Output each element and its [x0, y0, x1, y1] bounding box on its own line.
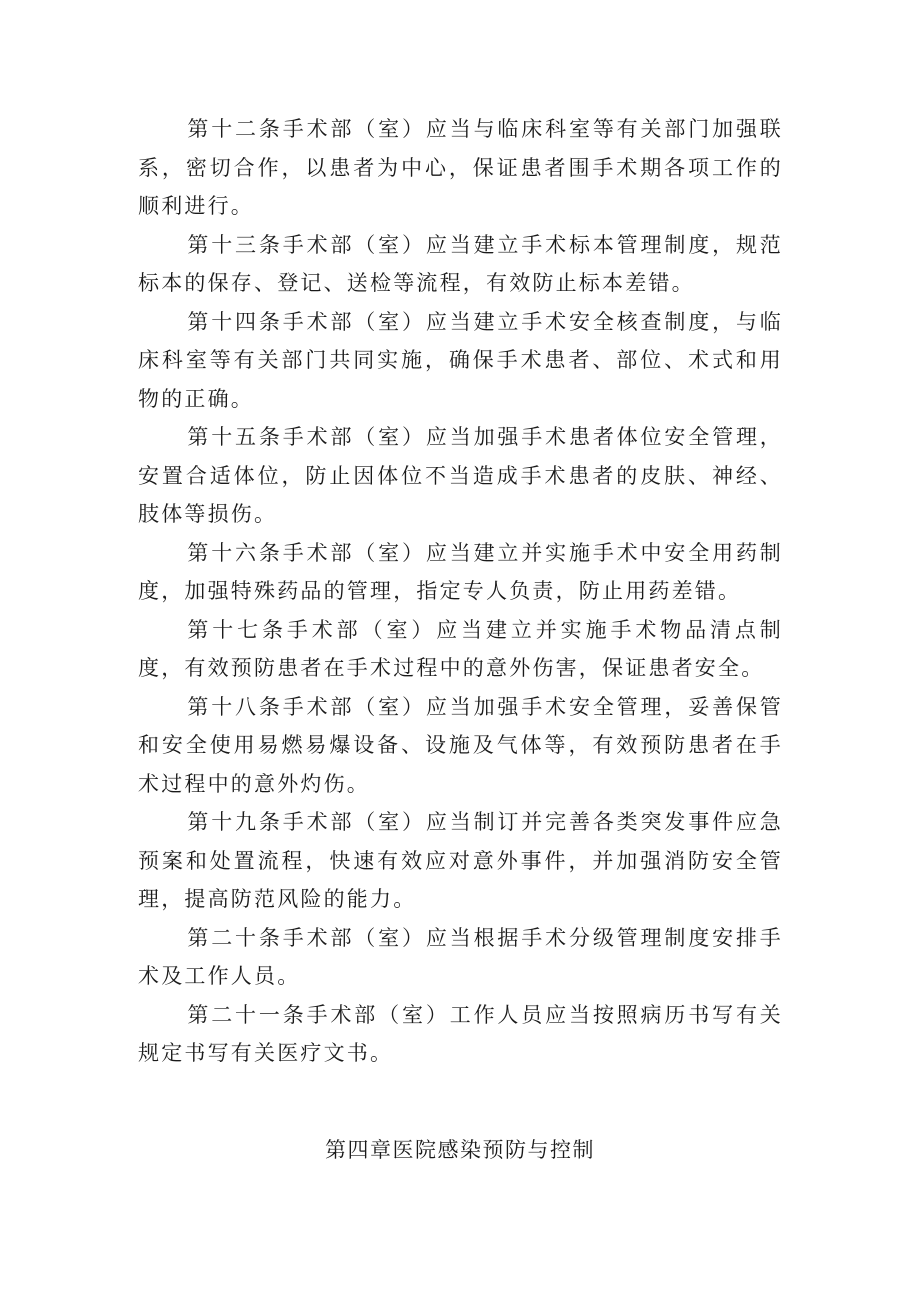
- article-14-paragraph: 第十四条手术部（室）应当建立手术安全核查制度，与临床科室等有关部门共同实施，确保手术患者、部位、术式和用物的正确。: [138, 309, 783, 411]
- chapter-heading: 第四章医院感染预防与控制: [325, 1138, 595, 1162]
- article-18-paragraph: 第十八条手术部（室）应当加强手术安全管理，妥善保管和安全使用易燃易爆设备、设施及气体等，有效预防患者在手术过程中的意外灼伤。: [138, 694, 783, 796]
- article-12-paragraph: 第十二条手术部（室）应当与临床科室等有关部门加强联系，密切合作，以患者为中心，保证患者围手术期各项工作的顺利进行。: [138, 117, 783, 218]
- body-text: [138, 110, 783, 1073]
- article-13-paragraph: 第十三条手术部（室）应当建立手术标本管理制度，规范标本的保存、登记、送检等流程，有效防止标本差错。: [138, 232, 783, 295]
- article-21-paragraph: 第二十一条手术部（室）工作人员应当按照病历书写有关规定书写有关医疗文书。: [138, 1002, 783, 1065]
- article-15-paragraph: 第十五条手术部（室）应当加强手术患者体位安全管理，安置合适体位，防止因体位不当造成手术患者的皮肤、神经、肢体等损伤。: [138, 425, 783, 526]
- article-20-paragraph: 第二十条手术部（室）应当根据手术分级管理制度安排手术及工作人员。: [138, 925, 783, 988]
- article-19-paragraph: 第十九条手术部（室）应当制订并完善各类突发事件应急预案和处置流程，快速有效应对意外事件，并加强消防安全管理，提高防范风险的能力。: [138, 810, 783, 911]
- article-17-paragraph: 第十七条手术部（室）应当建立并实施手术物品清点制度，有效预防患者在手术过程中的意外伤害，保证患者安全。: [138, 617, 783, 680]
- article-16-paragraph: 第十六条手术部（室）应当建立并实施手术中安全用药制度，加强特殊药品的管理，指定专人负责，防止用药差错。: [138, 540, 783, 603]
